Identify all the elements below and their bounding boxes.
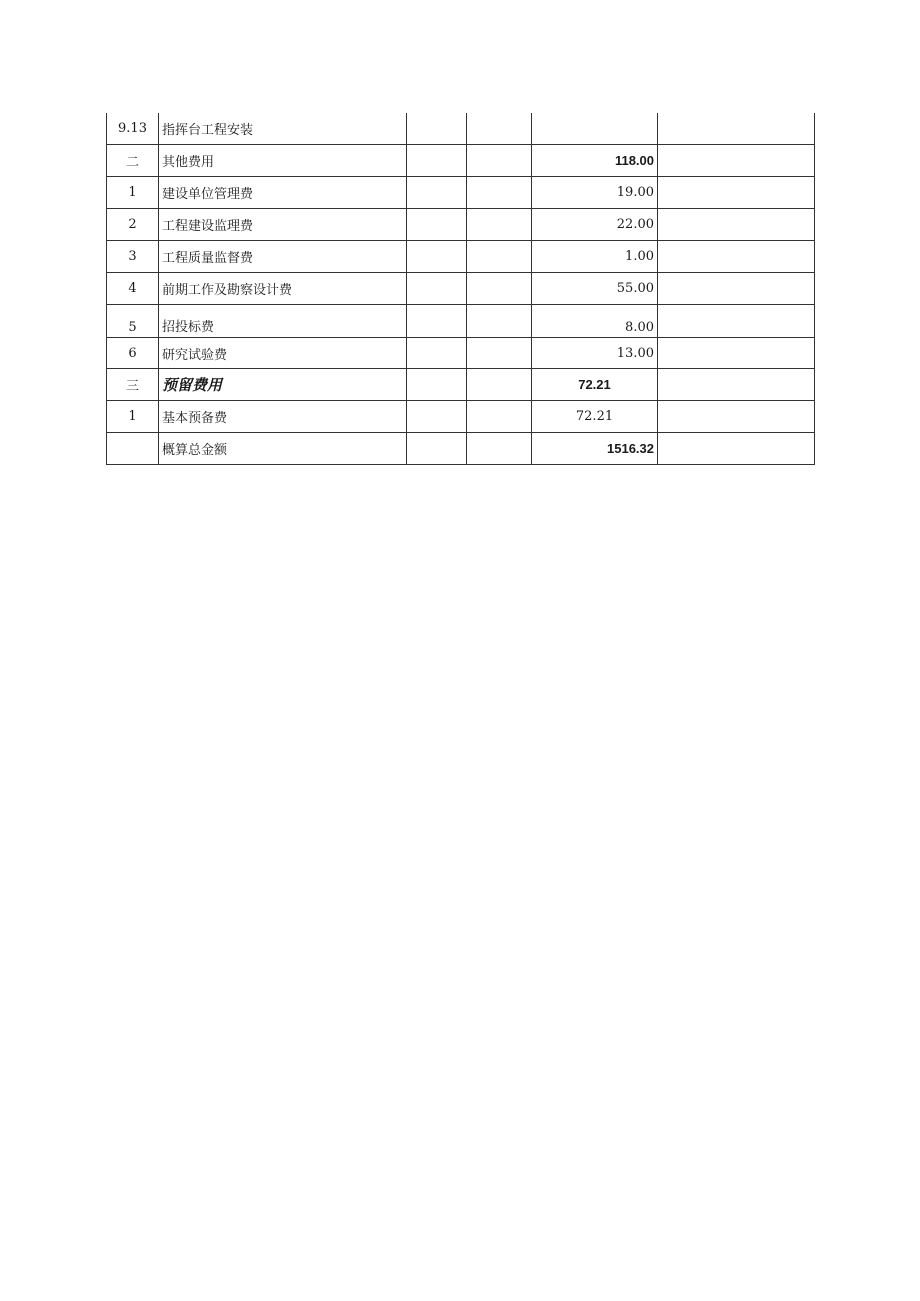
blank-cell [467, 305, 532, 338]
blank-cell [407, 401, 467, 433]
row-number: 三 [107, 369, 159, 401]
blank-cell [407, 209, 467, 241]
row-amount: 72.21 [532, 369, 658, 401]
blank-cell [658, 433, 815, 465]
row-number: 3 [107, 241, 159, 273]
blank-cell [407, 305, 467, 338]
row-item-name: 工程质量监督费 [159, 241, 407, 273]
blank-cell [407, 145, 467, 177]
row-number: 2 [107, 209, 159, 241]
blank-cell [467, 273, 532, 305]
blank-cell [658, 241, 815, 273]
blank-cell [467, 145, 532, 177]
blank-cell [467, 209, 532, 241]
row-item-name: 概算总金额 [159, 433, 407, 465]
row-item-name: 招投标费 [159, 305, 407, 338]
row-number: 1 [107, 177, 159, 209]
blank-cell [467, 401, 532, 433]
blank-cell [407, 241, 467, 273]
row-number: 1 [107, 401, 159, 433]
blank-cell [658, 369, 815, 401]
table-row [107, 401, 815, 433]
row-number: 5 [107, 305, 159, 338]
row-amount: 1.00 [532, 241, 658, 273]
blank-cell [658, 338, 815, 369]
blank-cell [467, 113, 532, 145]
table-row [107, 113, 815, 145]
row-item-name: 预留费用 [159, 369, 407, 401]
table-row [107, 241, 815, 273]
table-row [107, 338, 815, 369]
table-row [107, 145, 815, 177]
row-item-name: 指挥台工程安装 [159, 113, 407, 145]
row-number: 9.13 [107, 113, 159, 145]
budget-table [106, 113, 815, 465]
blank-cell [407, 177, 467, 209]
row-amount: 72.21 [532, 401, 658, 433]
blank-cell [467, 177, 532, 209]
blank-cell [658, 273, 815, 305]
blank-cell [407, 433, 467, 465]
row-amount: 118.00 [532, 145, 658, 177]
table-row [107, 369, 815, 401]
row-amount: 19.00 [532, 177, 658, 209]
row-number: 6 [107, 338, 159, 369]
blank-cell [407, 338, 467, 369]
blank-cell [467, 241, 532, 273]
blank-cell [658, 305, 815, 338]
blank-cell [467, 369, 532, 401]
row-item-name: 工程建设监理费 [159, 209, 407, 241]
blank-cell [658, 209, 815, 241]
blank-cell [658, 145, 815, 177]
row-item-name: 其他费用 [159, 145, 407, 177]
table-row [107, 433, 815, 465]
blank-cell [658, 113, 815, 145]
row-amount: 22.00 [532, 209, 658, 241]
table-row [107, 209, 815, 241]
blank-cell [467, 433, 532, 465]
row-item-name: 前期工作及勘察设计费 [159, 273, 407, 305]
blank-cell [467, 338, 532, 369]
row-number: 二 [107, 145, 159, 177]
blank-cell [407, 369, 467, 401]
blank-cell [407, 273, 467, 305]
row-amount: 1516.32 [532, 433, 658, 465]
row-number: 4 [107, 273, 159, 305]
table-row [107, 305, 815, 338]
row-item-name: 研究试验费 [159, 338, 407, 369]
table-row [107, 273, 815, 305]
blank-cell [407, 113, 467, 145]
row-item-name: 基本预备费 [159, 401, 407, 433]
row-amount: 13.00 [532, 338, 658, 369]
blank-cell [658, 177, 815, 209]
row-item-name: 建设单位管理费 [159, 177, 407, 209]
row-amount: 8.00 [532, 305, 658, 338]
blank-cell [658, 401, 815, 433]
row-number [107, 433, 159, 465]
table-row [107, 177, 815, 209]
row-amount: 55.00 [532, 273, 658, 305]
row-amount [532, 113, 658, 145]
